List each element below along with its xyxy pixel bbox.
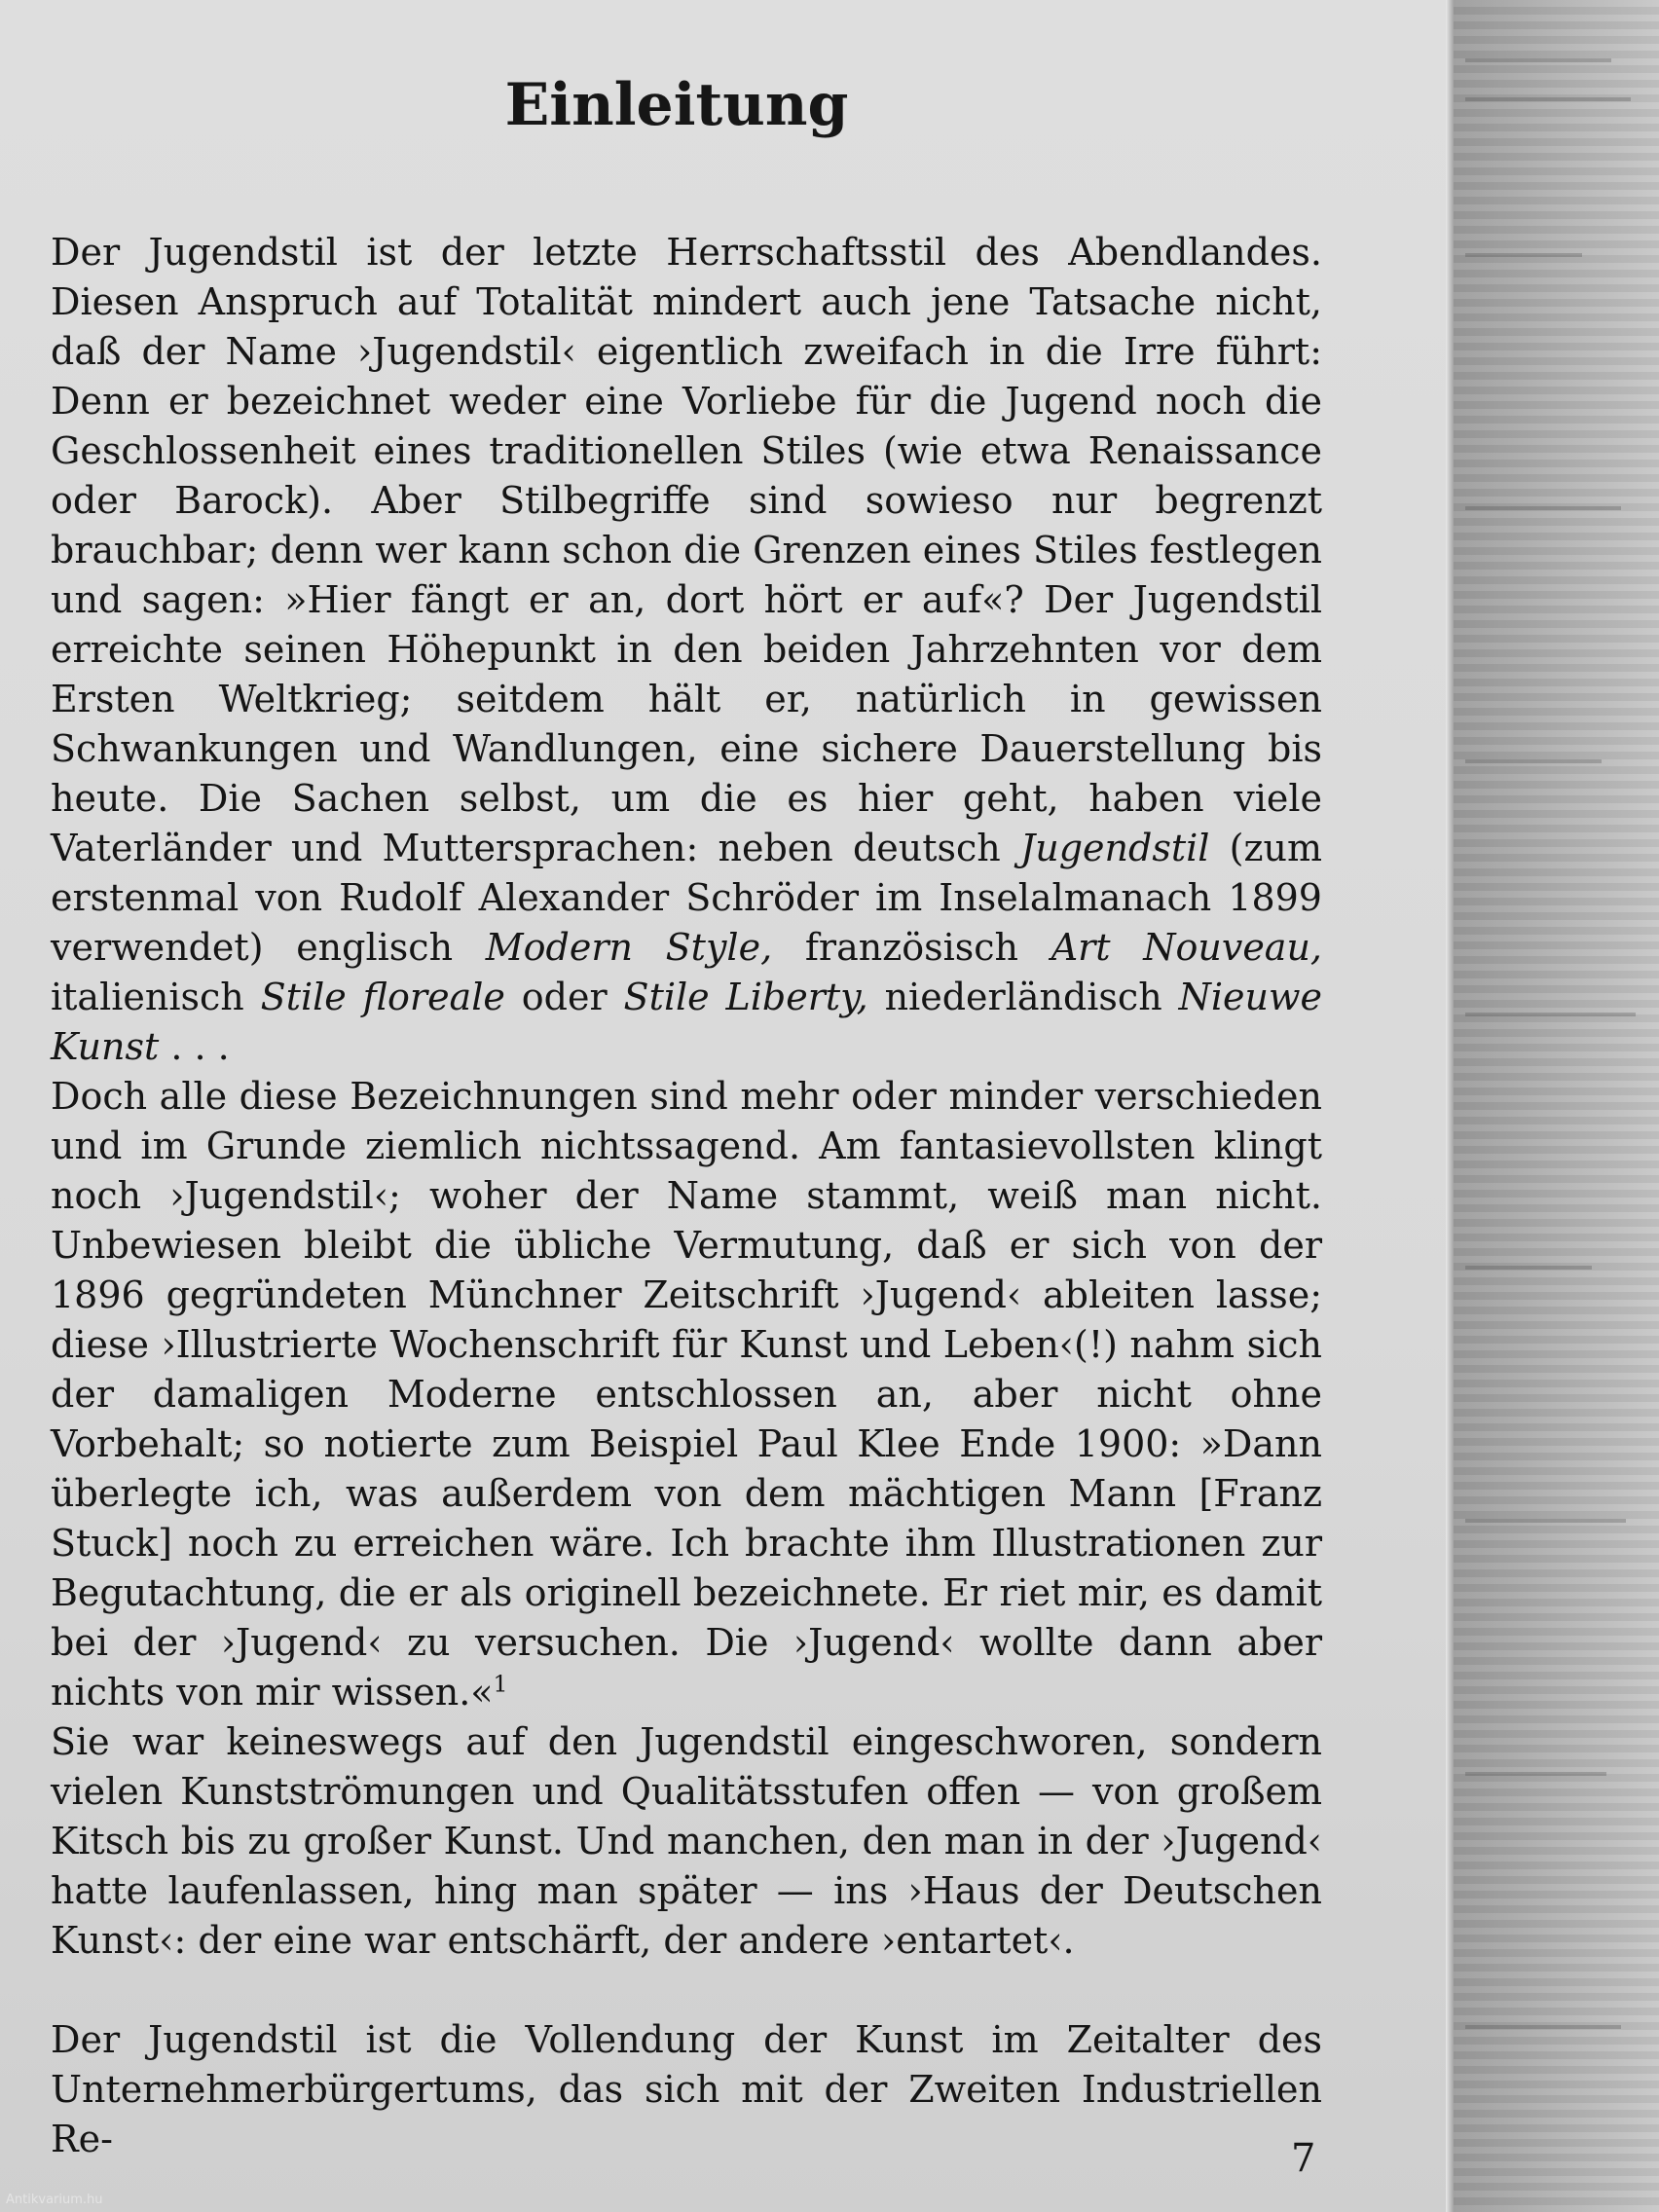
bleed-through-line <box>1465 1013 1636 1016</box>
bleed-through-line <box>1465 97 1631 101</box>
term-stile-floreale: Stile floreale <box>260 976 505 1018</box>
term-art-nouveau: Art Nouveau, <box>1051 926 1323 969</box>
bleed-through-line <box>1465 1519 1626 1523</box>
paragraph-1-text: (zum erstenmal von Rudolf Alexander Schröder im Inselalmanach 1899 verwendet) englisch <box>51 827 1322 969</box>
paragraph-1-text: italienisch <box>51 976 261 1018</box>
paragraph-1-text: niederländisch <box>867 976 1179 1018</box>
underlying-page <box>1454 0 1659 2212</box>
chapter-title: Einleitung <box>504 71 849 140</box>
page-number: 7 <box>1291 2136 1316 2181</box>
paragraph-1-text: . . . <box>159 1025 230 1068</box>
bleed-through-line <box>1465 253 1582 257</box>
term-jugendstil: Jugendstil <box>1020 827 1210 869</box>
paragraph-1 <box>51 228 1322 1072</box>
paragraph-1-text: französisch <box>772 926 1051 969</box>
paragraph-1-text: oder <box>504 976 624 1018</box>
bleed-through-line <box>1465 1266 1592 1270</box>
paragraph-2-text: Doch alle diese Bezeichnungen sind mehr oder minder verschieden und im Grunde ziemlich nichtssagend. Am fantasievollsten klingt noch ›Jugendstil‹; woher der Name stammt, weiß man nicht. Unbewiesen bleibt die übliche Vermutung, daß er sich von der 1896 gegründeten Münchner Zeitschrift ›Jugend‹ ableiten lasse; diese ›Illustrierte Wochenschrift für Kunst und Leben‹(!) nahm sich der damaligen Moderne entschlossen an, aber nicht ohne Vorbehalt; so notierte zum Beispiel Paul Klee Ende 1900: »Dann überlegte ich, was außerdem von dem mächtigen Mann [Franz Stuck] noch zu erreichen wäre. Ich brachte ihm Illustrationen zur Begutachtung, die er als originell bezeichnete. Er riet mir, es damit bei der ›Jugend‹ zu versuchen. Die ›Jugend‹ wollte dann aber nichts von mir wissen.« <box>51 1075 1322 1714</box>
bleed-through-line <box>1465 58 1611 62</box>
body-text <box>51 228 1322 2164</box>
term-modern-style: Modern Style, <box>485 926 773 969</box>
term-nieuwe-kunst: Nieuwe Kunst <box>51 976 1322 1068</box>
watermark: Antikvarium.hu <box>6 2193 103 2207</box>
bleed-through-line <box>1465 506 1621 510</box>
paragraph-3: Sie war keineswegs auf den Jugendstil eingeschworen, sondern vielen Kunstströmungen und Qualitätsstufen offen — von großem Kitsch bis zu großer Kunst. Und manchen, den man in der ›Jugend‹ hatte laufenlassen, hing man später — ins ›Haus der Deutschen Kunst‹: der eine war entschärft, der andere ›entartet‹. <box>51 1720 1322 1962</box>
paragraph-4: Der Jugendstil ist die Vollendung der Kunst im Zeitalter des Unternehmerbürgertums, das sich mit der Zweiten Industriellen Re- <box>51 2018 1322 2160</box>
bleed-through-line <box>1465 2025 1621 2029</box>
page-edge-shadow <box>1446 0 1454 2212</box>
bleed-through-line <box>1465 1772 1606 1776</box>
footnote-marker: 1 <box>493 1670 508 1698</box>
term-stile-liberty: Stile Liberty, <box>623 976 868 1018</box>
paragraph-1-text: Der Jugendstil ist der letzte Herrschaftsstil des Abendlandes. Diesen Anspruch auf Totalität mindert auch jene Tatsache nicht, daß der Name ›Jugendstil‹ eigentlich zweifach in die Irre führt: Denn er bezeichnet weder eine Vorliebe für die Jugend noch die Geschlossenheit eines traditionellen Stiles (wie etwa Renaissance oder Barock). Aber Stilbegriffe sind sowieso nur begrenzt brauchbar; denn wer kann schon die Grenzen eines Stiles festlegen und sagen: »Hier fängt er an, dort hört er auf«? Der Jugendstil erreichte seinen Höhepunkt in den beiden Jahrzehnten vor dem Ersten Weltkrieg; seitdem hält er, natürlich in gewissen Schwankungen und Wandlungen, eine sichere Dauerstellung bis heute. Die Sachen selbst, um die es hier geht, haben viele Vaterländer und Muttersprachen: neben deutsch <box>51 231 1322 869</box>
bleed-through-line <box>1465 759 1602 763</box>
paragraph-2 <box>51 1072 1322 1717</box>
